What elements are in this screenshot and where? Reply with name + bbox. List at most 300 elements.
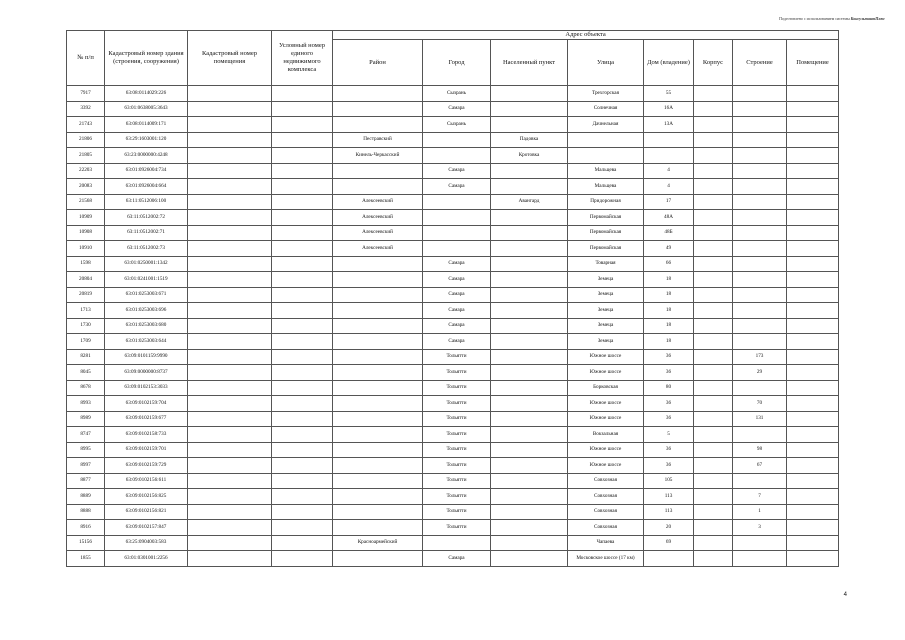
cell-conditional (272, 458, 333, 474)
cell-cadastral: 63:11:0512002:72 (105, 210, 188, 226)
cell-district (333, 489, 423, 505)
col-header-building: Корпус (694, 40, 733, 86)
cell-cadastral: 63:29:1603001:120 (105, 132, 188, 148)
cell-district: Кинель-Черкасский (333, 148, 423, 164)
cell-district: Алексеевский (333, 225, 423, 241)
cell-num: 8747 (67, 427, 105, 443)
cell-house (644, 551, 694, 567)
cell-street: Земеца (568, 334, 644, 350)
cell-cadastral: 63:01:0253003:671 (105, 287, 188, 303)
cell-structure (733, 287, 787, 303)
cell-city: Тольятти (423, 504, 491, 520)
cell-conditional (272, 241, 333, 257)
cell-locality (491, 396, 568, 412)
cell-street: Совхозная (568, 473, 644, 489)
cell-street: Южное шоссе (568, 349, 644, 365)
cell-cadastral: 63:09:0102157:847 (105, 520, 188, 536)
cell-structure (733, 225, 787, 241)
cell-conditional (272, 349, 333, 365)
cell-house: 4 (644, 179, 694, 195)
cell-city: Самара (423, 179, 491, 195)
cell-city: Самара (423, 318, 491, 334)
cell-conditional (272, 489, 333, 505)
cell-building (694, 349, 733, 365)
cell-house: 36 (644, 458, 694, 474)
cell-district (333, 287, 423, 303)
cell-room (787, 442, 839, 458)
cell-district (333, 303, 423, 319)
cell-num: 10910 (67, 241, 105, 257)
table-row (67, 458, 839, 474)
cell-conditional (272, 163, 333, 179)
cell-cadastral: 63:09:0101159:9990 (105, 349, 188, 365)
cell-num: 8045 (67, 365, 105, 381)
cell-locality: Кротовка (491, 148, 568, 164)
cell-district (333, 473, 423, 489)
cell-structure (733, 334, 787, 350)
cell-house: 36 (644, 396, 694, 412)
cell-structure: 70 (733, 396, 787, 412)
cell-room (787, 287, 839, 303)
cell-conditional (272, 442, 333, 458)
cell-room-cadastral (188, 225, 272, 241)
cell-conditional (272, 535, 333, 551)
cell-conditional (272, 101, 333, 117)
cell-building (694, 117, 733, 133)
table-row (67, 489, 839, 505)
cell-conditional (272, 365, 333, 381)
cell-num: 21568 (67, 194, 105, 210)
cell-building (694, 551, 733, 567)
cell-building (694, 504, 733, 520)
cell-room (787, 86, 839, 102)
cell-room (787, 256, 839, 272)
cell-city: Самара (423, 551, 491, 567)
cell-num: 7917 (67, 86, 105, 102)
objects-table (66, 30, 839, 567)
cell-room (787, 365, 839, 381)
header-note-prefix: Подготовлено с использованием системы (779, 16, 851, 21)
cell-structure (733, 117, 787, 133)
col-header-street: Улица (568, 40, 644, 86)
cell-building (694, 179, 733, 195)
cell-street: Земеца (568, 272, 644, 288)
page-number: 4 (843, 592, 847, 598)
cell-room (787, 458, 839, 474)
cell-building (694, 148, 733, 164)
table-row (67, 287, 839, 303)
cell-house: 17 (644, 194, 694, 210)
table-row (67, 396, 839, 412)
cell-cadastral: 63:08:0114029:226 (105, 86, 188, 102)
cell-room (787, 194, 839, 210)
cell-street: Южное шоссе (568, 442, 644, 458)
cell-structure: 131 (733, 411, 787, 427)
cell-room (787, 148, 839, 164)
cell-room (787, 303, 839, 319)
cell-street: Товарная (568, 256, 644, 272)
cell-street: Совхозная (568, 504, 644, 520)
cell-house: 113 (644, 504, 694, 520)
cell-city (423, 132, 491, 148)
cell-room (787, 210, 839, 226)
cell-structure (733, 256, 787, 272)
cell-room-cadastral (188, 210, 272, 226)
cell-locality (491, 225, 568, 241)
cell-room-cadastral (188, 318, 272, 334)
cell-room-cadastral (188, 132, 272, 148)
table-row (67, 504, 839, 520)
cell-room-cadastral (188, 442, 272, 458)
cell-num: 1713 (67, 303, 105, 319)
cell-room (787, 132, 839, 148)
cell-locality (491, 163, 568, 179)
cell-house: 36 (644, 411, 694, 427)
cell-structure (733, 132, 787, 148)
cell-cadastral: 63:11:0512006:100 (105, 194, 188, 210)
cell-conditional (272, 86, 333, 102)
cell-city (423, 535, 491, 551)
cell-city: Самара (423, 101, 491, 117)
cell-city: Самара (423, 272, 491, 288)
cell-city: Самара (423, 163, 491, 179)
cell-room (787, 272, 839, 288)
cell-locality (491, 241, 568, 257)
cell-room (787, 380, 839, 396)
cell-conditional (272, 148, 333, 164)
cell-street: Южное шоссе (568, 458, 644, 474)
cell-street: Чапаева (568, 535, 644, 551)
table-row (67, 520, 839, 536)
cell-city: Тольятти (423, 380, 491, 396)
cell-locality (491, 442, 568, 458)
cell-street: Первомайская (568, 210, 644, 226)
cell-district: Красноармейский (333, 535, 423, 551)
cell-city (423, 148, 491, 164)
cell-num: 1709 (67, 334, 105, 350)
cell-building (694, 101, 733, 117)
cell-room-cadastral (188, 365, 272, 381)
cell-locality (491, 349, 568, 365)
cell-building (694, 241, 733, 257)
cell-building (694, 194, 733, 210)
cell-structure (733, 148, 787, 164)
table-row (67, 225, 839, 241)
cell-house: 113 (644, 489, 694, 505)
cell-cadastral: 63:01:0253003:680 (105, 318, 188, 334)
cell-district (333, 551, 423, 567)
cell-conditional (272, 334, 333, 350)
cell-room (787, 551, 839, 567)
cell-district (333, 334, 423, 350)
cell-building (694, 318, 733, 334)
cell-district (333, 86, 423, 102)
cell-room-cadastral (188, 287, 272, 303)
cell-building (694, 427, 733, 443)
cell-street: Совхозная (568, 489, 644, 505)
cell-structure (733, 194, 787, 210)
table-row (67, 210, 839, 226)
cell-room-cadastral (188, 117, 272, 133)
cell-city (423, 194, 491, 210)
cell-house: 49 (644, 241, 694, 257)
cell-cadastral: 63:01:0241001:1519 (105, 272, 188, 288)
cell-structure (733, 101, 787, 117)
cell-structure (733, 179, 787, 195)
cell-district (333, 380, 423, 396)
cell-locality (491, 86, 568, 102)
cell-structure (733, 163, 787, 179)
cell-num: 21805 (67, 148, 105, 164)
cell-conditional (272, 210, 333, 226)
cell-house: 18 (644, 272, 694, 288)
cell-street: Мальцева (568, 163, 644, 179)
cell-cadastral: 63:23:0000000:4248 (105, 148, 188, 164)
cell-house: 105 (644, 473, 694, 489)
cell-cadastral: 63:09:0102159:677 (105, 411, 188, 427)
cell-room-cadastral (188, 489, 272, 505)
cell-street: Земеца (568, 303, 644, 319)
cell-street: Первомайская (568, 225, 644, 241)
cell-district (333, 411, 423, 427)
cell-cadastral: 63:11:0512002:71 (105, 225, 188, 241)
cell-locality (491, 179, 568, 195)
cell-locality (491, 551, 568, 567)
cell-house: 36 (644, 365, 694, 381)
cell-district (333, 272, 423, 288)
cell-num: 15156 (67, 535, 105, 551)
cell-building (694, 365, 733, 381)
cell-room-cadastral (188, 396, 272, 412)
cell-structure: 173 (733, 349, 787, 365)
table-row (67, 117, 839, 133)
cell-room-cadastral (188, 349, 272, 365)
col-header-num: № п/п (67, 31, 105, 86)
cell-structure (733, 535, 787, 551)
cell-cadastral: 63:09:0102158:733 (105, 427, 188, 443)
cell-room-cadastral (188, 179, 272, 195)
cell-street: Земеца (568, 287, 644, 303)
cell-room (787, 334, 839, 350)
cell-room (787, 179, 839, 195)
cell-house: 55 (644, 86, 694, 102)
cell-building (694, 380, 733, 396)
cell-room-cadastral (188, 194, 272, 210)
cell-cadastral: 63:09:0102156:821 (105, 504, 188, 520)
table-row (67, 241, 839, 257)
cell-structure (733, 272, 787, 288)
table-row (67, 163, 839, 179)
cell-conditional (272, 504, 333, 520)
cell-locality: Падовка (491, 132, 568, 148)
cell-locality (491, 272, 568, 288)
cell-street: Первомайская (568, 241, 644, 257)
cell-room-cadastral (188, 241, 272, 257)
cell-district (333, 504, 423, 520)
cell-district (333, 458, 423, 474)
cell-structure: 29 (733, 365, 787, 381)
cell-city: Тольятти (423, 411, 491, 427)
cell-locality (491, 256, 568, 272)
cell-room-cadastral (188, 504, 272, 520)
table-row (67, 411, 839, 427)
cell-conditional (272, 179, 333, 195)
cell-locality (491, 520, 568, 536)
cell-cadastral: 63:09:0102156:825 (105, 489, 188, 505)
cell-locality: Авангард (491, 194, 568, 210)
cell-room (787, 318, 839, 334)
cell-locality (491, 535, 568, 551)
cell-street: Мальцева (568, 179, 644, 195)
cell-building (694, 520, 733, 536)
cell-num: 1598 (67, 256, 105, 272)
col-header-room: Помещение (787, 40, 839, 86)
cell-house: 36 (644, 349, 694, 365)
cell-num: 1855 (67, 551, 105, 567)
table-row (67, 334, 839, 350)
cell-district (333, 520, 423, 536)
cell-conditional (272, 411, 333, 427)
table-row (67, 365, 839, 381)
cell-structure (733, 86, 787, 102)
cell-cadastral: 63:09:0102156:611 (105, 473, 188, 489)
cell-room (787, 489, 839, 505)
cell-num: 8888 (67, 504, 105, 520)
cell-building (694, 210, 733, 226)
cell-locality (491, 101, 568, 117)
cell-city: Самара (423, 256, 491, 272)
cell-num: 22203 (67, 163, 105, 179)
cell-structure: 3 (733, 520, 787, 536)
cell-house: 13А (644, 117, 694, 133)
cell-room (787, 225, 839, 241)
cell-city: Тольятти (423, 520, 491, 536)
col-header-conditional: Условный номер единого недвижимого комплекса (272, 31, 333, 86)
cell-city (423, 241, 491, 257)
cell-num: 10909 (67, 210, 105, 226)
cell-locality (491, 210, 568, 226)
cell-building (694, 473, 733, 489)
cell-city: Сызрань (423, 86, 491, 102)
cell-conditional (272, 427, 333, 443)
cell-room-cadastral (188, 535, 272, 551)
cell-conditional (272, 132, 333, 148)
cell-room (787, 396, 839, 412)
cell-structure: 67 (733, 458, 787, 474)
cell-conditional (272, 117, 333, 133)
cell-conditional (272, 256, 333, 272)
cell-locality (491, 334, 568, 350)
cell-room (787, 411, 839, 427)
cell-conditional (272, 287, 333, 303)
col-header-district: Район (333, 40, 423, 86)
cell-city: Тольятти (423, 442, 491, 458)
cell-num: 21743 (67, 117, 105, 133)
cell-cadastral: 63:01:0250001:1342 (105, 256, 188, 272)
cell-room (787, 473, 839, 489)
cell-city: Тольятти (423, 458, 491, 474)
cell-house: 36 (644, 442, 694, 458)
cell-street: Вокзальная (568, 427, 644, 443)
cell-building (694, 334, 733, 350)
cell-conditional (272, 303, 333, 319)
cell-cadastral: 63:09:0102153:3033 (105, 380, 188, 396)
cell-cadastral: 63:25:0904003:583 (105, 535, 188, 551)
cell-building (694, 489, 733, 505)
table-row (67, 179, 839, 195)
cell-structure (733, 318, 787, 334)
cell-house (644, 132, 694, 148)
cell-conditional (272, 396, 333, 412)
cell-room-cadastral (188, 272, 272, 288)
cell-room-cadastral (188, 148, 272, 164)
cell-conditional (272, 520, 333, 536)
cell-conditional (272, 225, 333, 241)
cell-cadastral: 63:09:0000000:8737 (105, 365, 188, 381)
cell-locality (491, 427, 568, 443)
cell-street: Придорожная (568, 194, 644, 210)
cell-num: 8993 (67, 396, 105, 412)
table-row (67, 535, 839, 551)
cell-city: Самара (423, 303, 491, 319)
cell-district (333, 101, 423, 117)
cell-locality (491, 380, 568, 396)
cell-city: Тольятти (423, 489, 491, 505)
cell-room-cadastral (188, 86, 272, 102)
cell-district (333, 442, 423, 458)
cell-district (333, 349, 423, 365)
cell-street (568, 132, 644, 148)
cell-structure (733, 551, 787, 567)
cell-conditional (272, 318, 333, 334)
table-body (67, 86, 839, 567)
cell-district (333, 427, 423, 443)
cell-street: Южное шоссе (568, 411, 644, 427)
col-header-structure: Строение (733, 40, 787, 86)
cell-room-cadastral (188, 520, 272, 536)
cell-num: 8678 (67, 380, 105, 396)
cell-locality (491, 117, 568, 133)
cell-street: Московское шоссе (17 км) (568, 551, 644, 567)
cell-city (423, 210, 491, 226)
header-note (779, 16, 885, 21)
cell-conditional (272, 380, 333, 396)
col-header-locality: Населенный пункт (491, 40, 568, 86)
cell-num: 21806 (67, 132, 105, 148)
cell-locality (491, 458, 568, 474)
cell-district (333, 117, 423, 133)
cell-district: Пестравский (333, 132, 423, 148)
cell-district (333, 365, 423, 381)
cell-structure: 7 (733, 489, 787, 505)
cell-house: 16А (644, 101, 694, 117)
cell-street: Земеца (568, 318, 644, 334)
cell-num: 8916 (67, 520, 105, 536)
cell-building (694, 303, 733, 319)
cell-locality (491, 365, 568, 381)
cell-locality (491, 411, 568, 427)
cell-building (694, 86, 733, 102)
cell-city: Тольятти (423, 349, 491, 365)
cell-cadastral: 63:01:0926004:664 (105, 179, 188, 195)
col-header-house: Дом (владение) (644, 40, 694, 86)
cell-room-cadastral (188, 458, 272, 474)
table-row (67, 349, 839, 365)
cell-room (787, 427, 839, 443)
cell-city: Тольятти (423, 427, 491, 443)
cell-locality (491, 489, 568, 505)
cell-building (694, 396, 733, 412)
